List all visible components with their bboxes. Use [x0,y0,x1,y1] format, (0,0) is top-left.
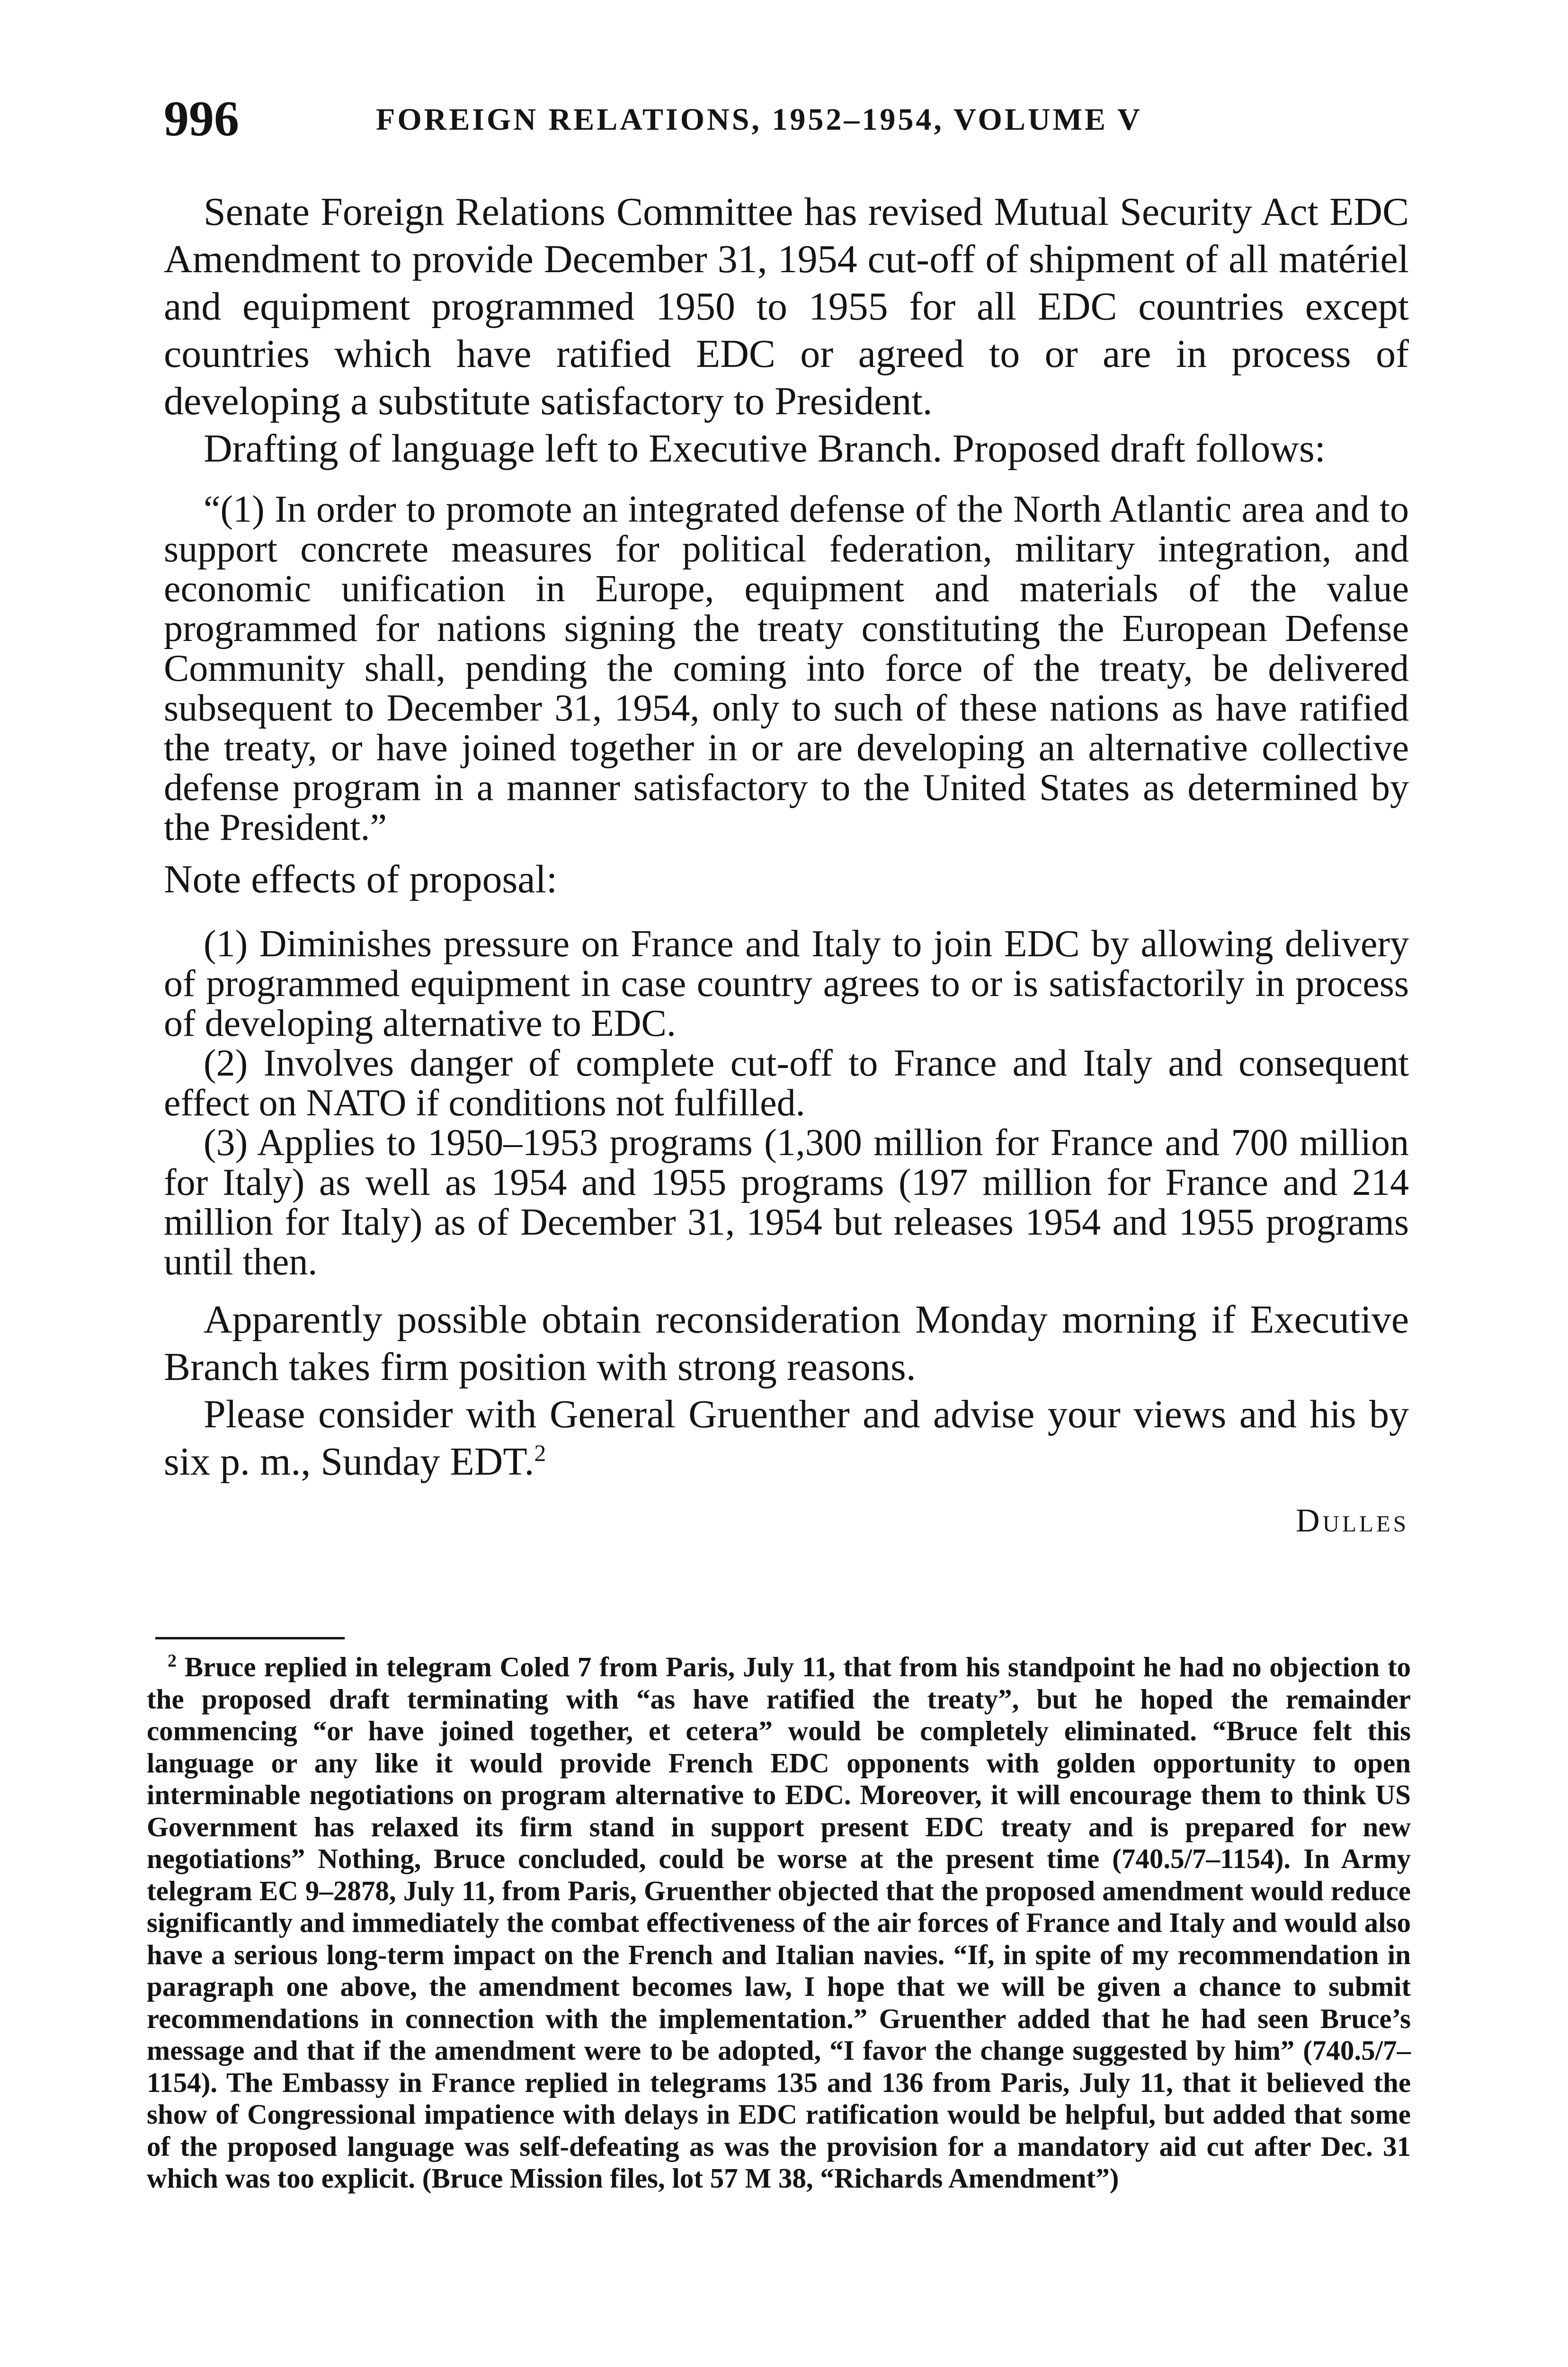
footnote-text: Bruce replied in telegram Coled 7 from Paris, July 11, that from his standpoint he had no objection to the proposed draft terminating with “as have ratified the treaty”, but he hoped the remainder commencing “or have joined together, et cetera” would be completely eliminated. “Bruce felt this language or any like it would provide French EDC opponents with golden opportunity to open interminable negotiations on program alternative to EDC. Moreover, it will encourage them to think US Government has relaxed its firm stand in support present EDC treaty and is prepared for new negotiations” Nothing, Bruce concluded, could be worse at the present time (740.5/7–1154). In Army telegram EC 9–2878, July 11, from Paris, Gruenther objected that the proposed amendment would reduce significantly and immediately the combat effectiveness of the air forces of France and Italy and would also have a serious long-term impact on the French and Italian navies. “If, in spite of my recommendation in paragraph one above, the amendment becomes law, I hope that we will be given a chance to submit recommendations in connection with the implementation.” Gruenther added that he had seen Bruce’s message and that if the amendment were to be adopted, “I favor the change suggested by him” (740.5/7–1154). The Embassy in France replied in telegrams 135 and 136 from Paris, July 11, that it believed the show of Congressional impatience with delays in EDC ratification would be helpful, but added that some of the proposed language was self-defeating as was the provision for a mandatory aid cut after Dec. 31 which was too explicit. (Bruce Mission files, lot 57 M 38, “Richards Amendment”) [147,1651,1411,2194]
effect-item: (2) Involves danger of complete cut-off to France and Italy and consequent effect on NATO if conditions not fulfilled. [164,1042,1409,1124]
effects-intro: Note effects of proposal: [164,857,558,901]
footnote-reference: 2 [534,1440,546,1466]
proposed-draft-quote [164,489,1409,847]
paragraph-request-text: Please consider with General Gruenther and advise your views and his by six p. m., Sunday EDT. [164,1392,1409,1484]
quote-text: “(1) In order to promote an integrated defense of the North Atlantic area and to support concrete measures for political federation, military integration, and economic unification in Europe, equipment and materials of the value programmed for nations signing the treaty constituting the European Defense Community shall, pending the coming into force of the treaty, be delivered subsequent to December 31, 1954, only to such of these nations as have ratified the treaty, or have joined together in or are developing an alternative collective defense program in a manner satisfactory to the United States as determined by the President.” [164,489,1409,848]
signature: Dulles [1296,1503,1409,1539]
footnote-divider [155,1637,345,1639]
paragraph-drafting: Drafting of language left to Executive Branch. Proposed draft follows: [204,427,1326,471]
paragraph-request [164,1391,1409,1486]
effect-item: (1) Diminishes pressure on France and Italy to join EDC by allowing delivery of programmed equipment in case country agrees to or is satisfactorily in process of developing alternative to EDC. [164,923,1409,1044]
running-head: FOREIGN RELATIONS, 1952–1954, VOLUME V [376,102,1142,137]
page-header [164,88,1414,150]
page-number: 996 [164,91,239,146]
paragraph-reconsideration: Apparently possible obtain reconsideration Monday morning if Executive Branch takes firm position with strong reasons. [164,1298,1409,1389]
main-text [164,188,1409,1547]
footnote-marker: 2 [168,1651,177,1671]
effects-list [164,924,1409,1282]
footnote [147,1651,1411,2195]
effect-item: (3) Applies to 1950–1953 programs (1,300 million for France and 700 million for Italy) as well as 1954 and 1955 programs (197 million for France and 214 million for Italy) as of December 31, 1954 but releases 1954 and 1955 programs until then. [164,1122,1409,1283]
paragraph-senate-amendment: Senate Foreign Relations Committee has revised Mutual Security Act EDC Amendment to provide December 31, 1954 cut-off of shipment of all matériel and equipment programmed 1950 to 1955 for all EDC countries except countries which have ratified EDC or agreed to or are in process of developing a substitute satisfactory to President. [164,190,1409,423]
